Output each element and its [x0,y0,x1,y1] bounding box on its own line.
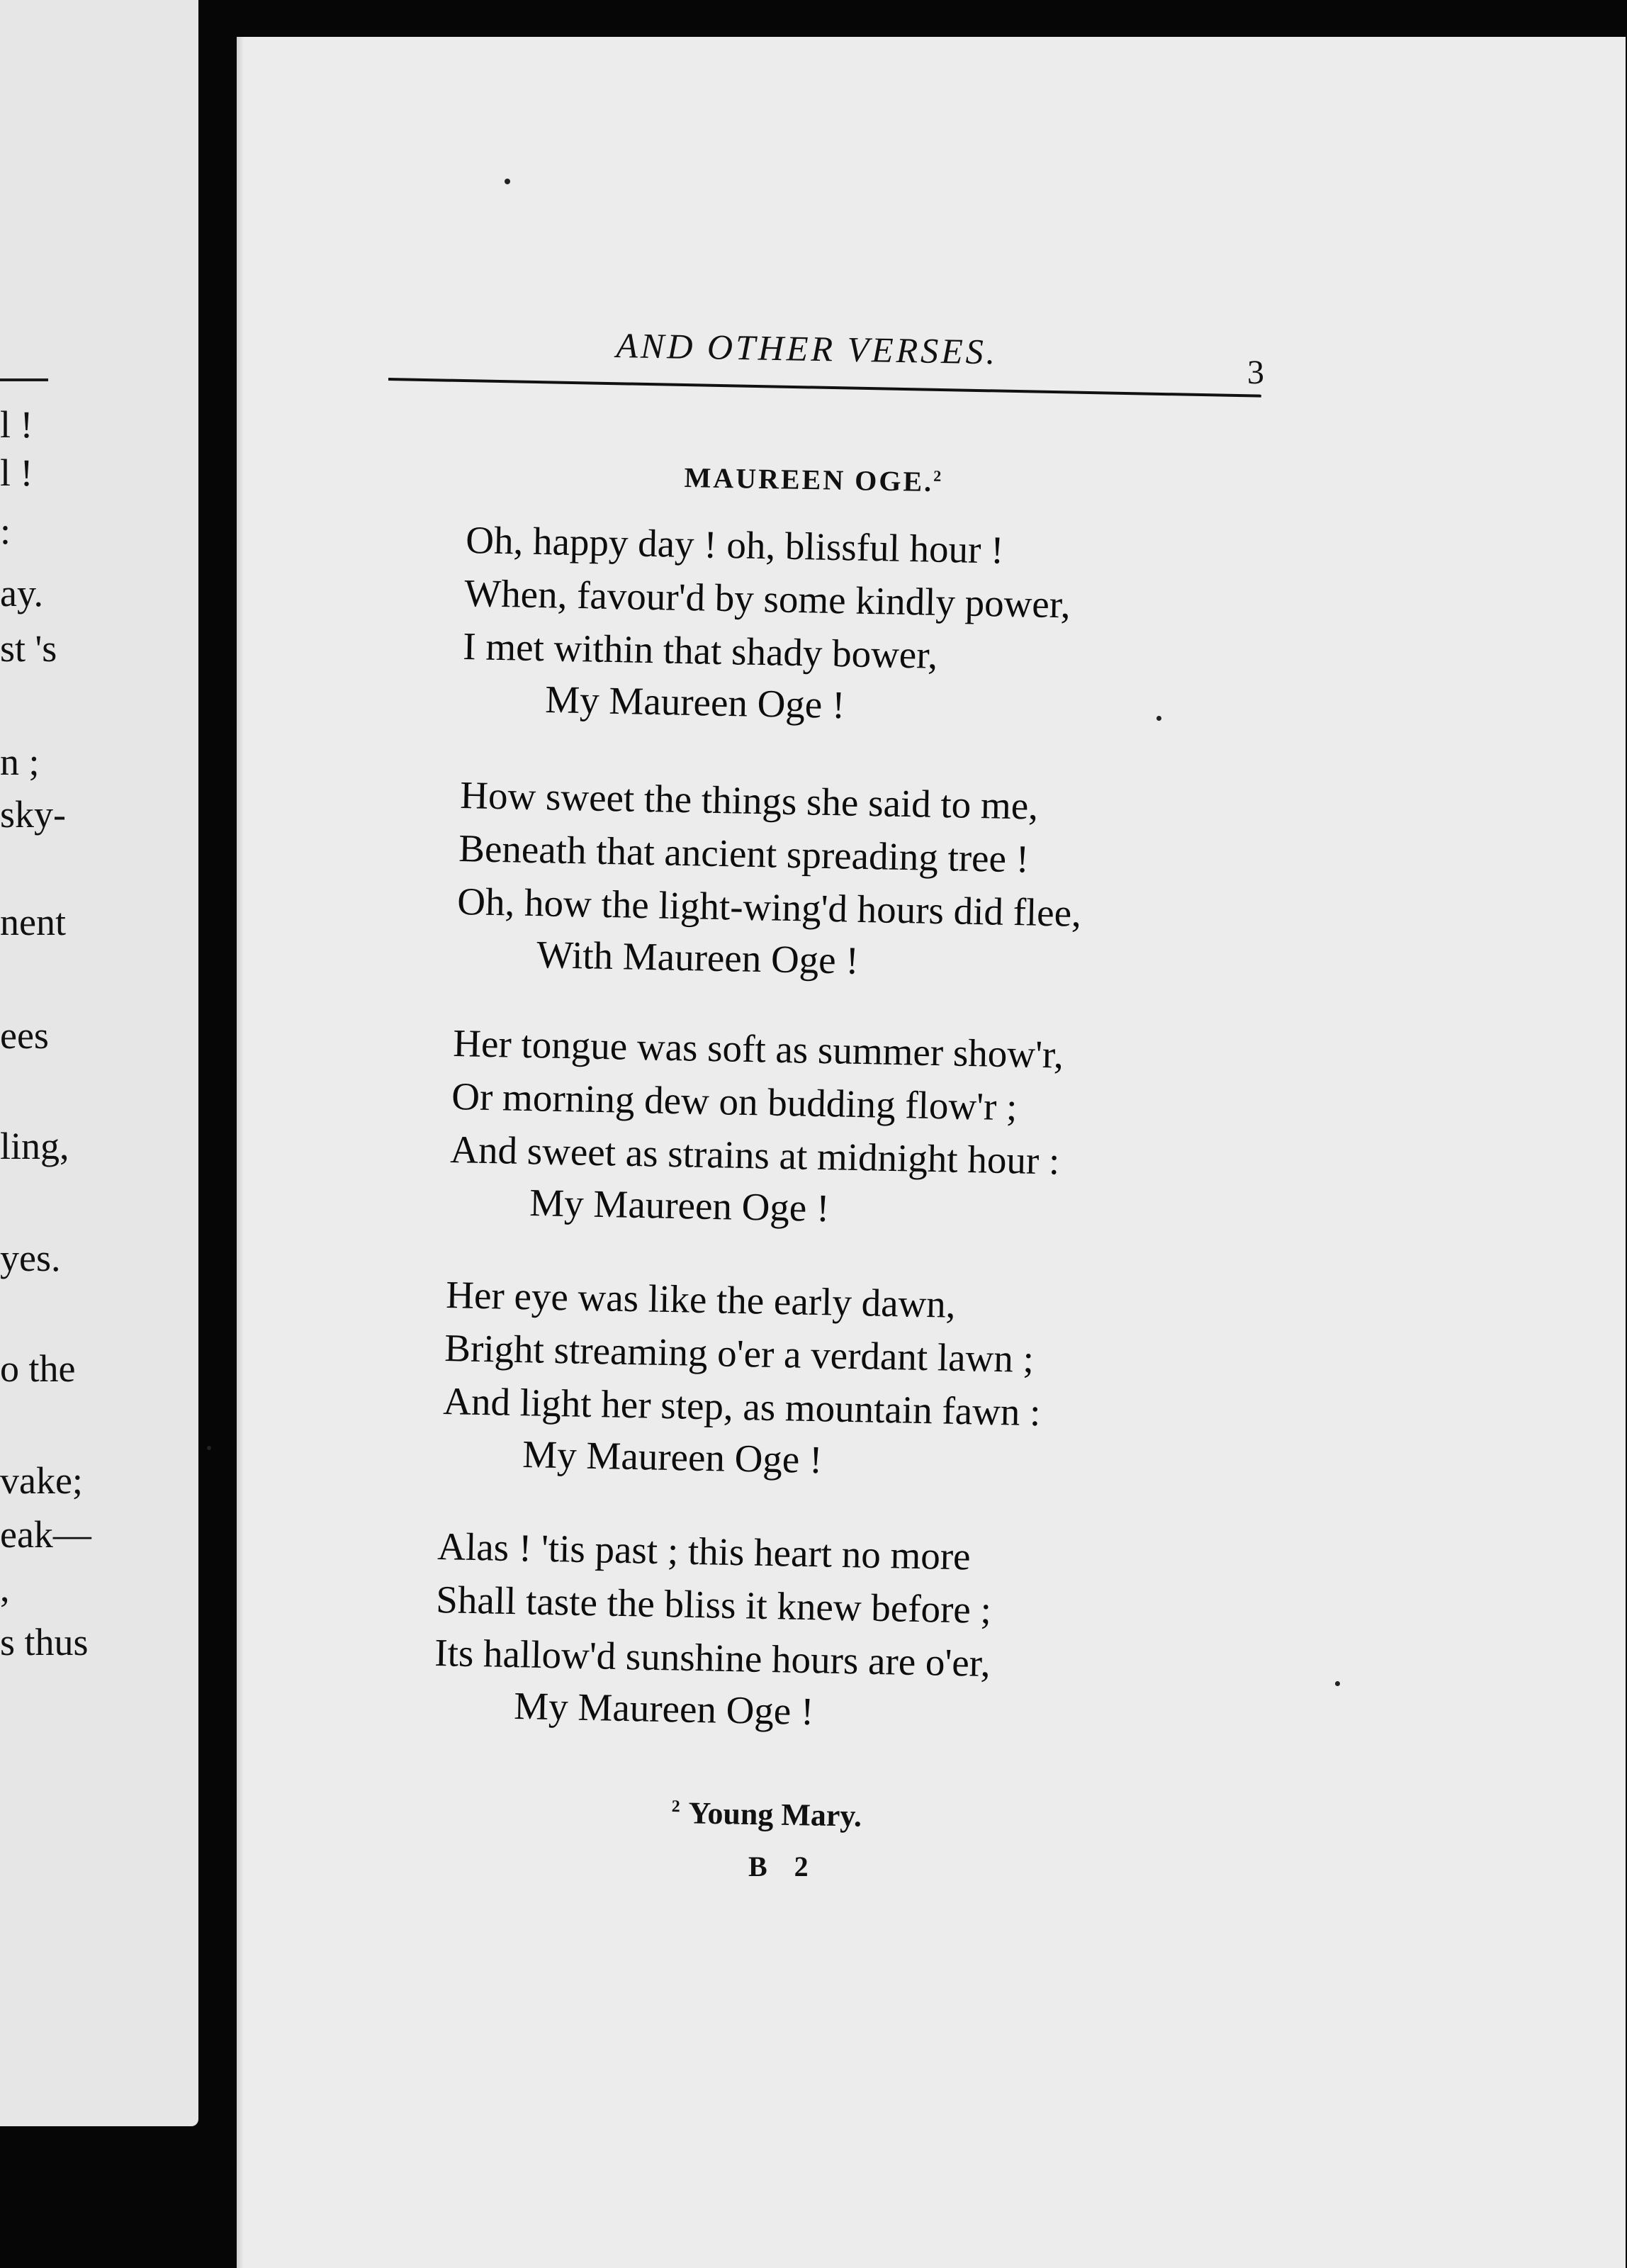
print-speck [207,1446,211,1450]
left-fragment: , [0,1567,10,1610]
page-number: 3 [1247,354,1264,391]
left-fragment: st 's [0,627,57,670]
verse-line: Her tongue was soft as summer show'r, [452,1021,1064,1077]
verse-line: And sweet as strains at midnight hour : [449,1127,1060,1183]
left-fragment: ling, [0,1125,69,1167]
verse-line: Beneath that ancient spreading tree ! [458,826,1030,881]
left-fragment: ay. [0,572,43,614]
footnote-marker: 2 [671,1797,680,1817]
verse-line: My Maureen Oge ! [522,1432,823,1482]
left-fragment: sky- [0,793,66,836]
left-fragment: s thus [0,1621,89,1663]
verse-line: My Maureen Oge ! [513,1683,814,1734]
verse-line: Its hallow'd sunshine hours are o'er, [434,1630,991,1685]
left-fragment: ees [0,1014,49,1057]
left-fragment: yes. [0,1237,61,1279]
left-fragment: l ! [0,403,33,446]
verse-line: Bright streaming o'er a verdant lawn ; [444,1325,1035,1381]
left-fragment: l ! [0,451,33,494]
left-page-rule [0,378,48,381]
verse-line: Her eye was like the early dawn, [445,1272,957,1326]
verse-line: And light her step, as mountain fawn : [442,1379,1042,1435]
signature-mark: B 2 [748,1851,818,1882]
verse-line: With Maureen Oge ! [536,932,860,982]
print-speck [1156,716,1161,721]
verse-line: My Maureen Oge ! [529,1180,830,1230]
verse-line: My Maureen Oge ! [544,677,845,727]
verse-line: I met within that shady bower, [462,624,938,677]
running-head: AND OTHER VERSES. [616,325,998,372]
poem-title-text: MAUREEN OGE. [684,461,934,498]
verse-line: How sweet the things she said to me, [459,773,1039,828]
poem-title [684,461,943,498]
verse-line: Oh, how the light-wing'd hours did flee, [456,879,1082,935]
verse-line: Alas ! 'tis past ; this heart no more [437,1524,972,1578]
title-footnote-marker: 2 [933,466,944,485]
left-fragment: eak— [0,1513,91,1556]
verse-line: Shall taste the bliss it knew before ; [435,1577,992,1632]
print-speck [505,179,510,184]
verse-line: Oh, happy day ! oh, blissful hour ! [465,517,1005,572]
left-fragment: nent [0,901,66,943]
left-fragment: n ; [0,741,40,783]
print-speck [1335,1681,1340,1686]
left-page [0,0,198,2126]
verse-line: When, favour'd by some kindly power, [463,571,1071,627]
left-fragment: o the [0,1347,76,1390]
left-fragment: : [0,510,11,552]
left-fragment: vake; [0,1459,83,1502]
footnote-text: Young Mary. [688,1795,862,1834]
verse-line: Or morning dew on budding flow'r ; [451,1074,1018,1129]
footnote [671,1795,862,1834]
